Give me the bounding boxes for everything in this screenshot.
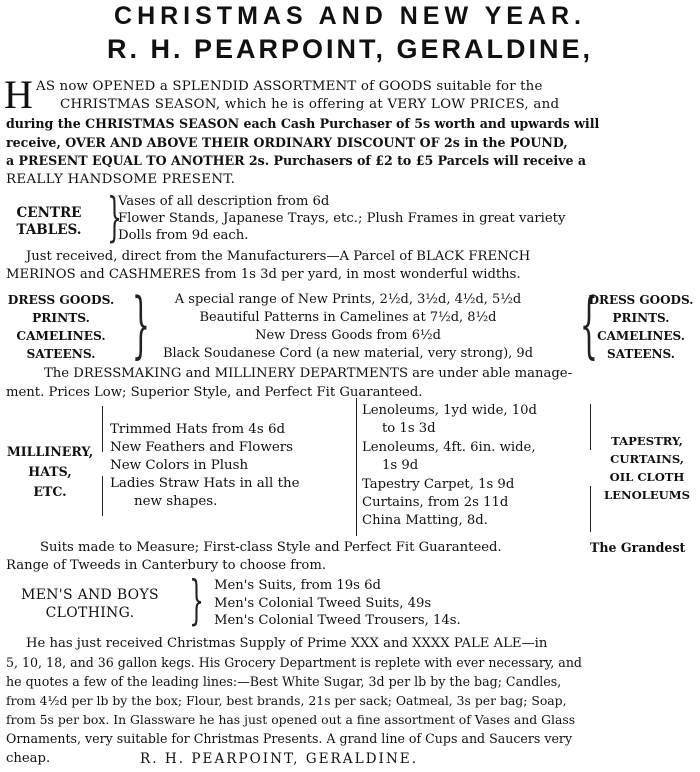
label-item: OIL CLOTH (609, 470, 685, 484)
list-item: Tapestry Carpet, 1s 9d (362, 476, 515, 492)
list-item: A special range of New Prints, 2½d, 3½d, 4½d, 5½d (174, 292, 522, 307)
list-item: New Feathers and Flowers (110, 440, 294, 455)
list-item: Dolls from 9d each. (118, 228, 249, 243)
list-item: Beautiful Patterns in Camelines at 7½d, 8½d (199, 310, 497, 325)
centre-tables-items (118, 193, 565, 244)
list-item: Trimmed Hats from 4s 6d (110, 422, 286, 437)
ale-line-1: He has just received Christmas Supply of Prime XXX and XXXX PALE ALE—in (26, 636, 548, 651)
brace-line (102, 476, 103, 516)
label-item: DRESS GOODS. (588, 293, 694, 307)
label-item: MILLINERY, (6, 444, 94, 459)
dressmaking-line-2: ment. Prices Low; Superior Style, and Perfect Fit Guaranteed. (6, 385, 423, 400)
ale-line-6: Ornaments, very suitable for Christmas Presents. A grand line of Cups and Saucers very (6, 731, 573, 746)
furnishing-labels (596, 432, 698, 504)
brace-line (590, 486, 591, 532)
label-item: PRINTS. (32, 311, 90, 325)
signature: R. H. PEARPOINT, GERALDINE. (140, 751, 419, 767)
label-item: LENOLEUMS (604, 488, 690, 502)
brace-line (590, 404, 591, 450)
centre-label-line: TABLES. (16, 222, 82, 238)
list-item: Ladies Straw Hats in all the (110, 476, 300, 491)
label-item: CURTAINS, (610, 452, 684, 466)
list-item: Black Soudanese Cord (a new material, very strong), 9d (162, 346, 534, 361)
list-item: New Colors in Plush (110, 458, 249, 473)
ale-line-2: 5, 10, 18, and 36 gallon kegs. His Grocery Department is replete with ever necessary, and (6, 655, 582, 670)
list-item: Men's Colonial Tweed Suits, 49s (214, 595, 432, 611)
intro-line-1: AS now OPENED a SPLENDID ASSORTMENT of GOODS suitable for the (36, 79, 543, 94)
ale-line-5: from 5s per box. In Glassware he has just opened out a fine assortment of Vases and Glass (6, 712, 576, 727)
mens-clothing-label (2, 586, 178, 622)
intro-line-5: a PRESENT EQUAL TO ANOTHER 2s. Purchasers of £2 to £5 Parcels will receive a (6, 153, 587, 168)
mens-clothing-items (214, 577, 461, 630)
list-item: 1s 9d (382, 458, 419, 474)
list-item: Lenoleums, 1yd wide, 10d (362, 403, 537, 418)
list-item: China Matting, 8d. (362, 513, 488, 529)
mens-label-line: MEN'S AND BOYS (21, 587, 159, 603)
list-item: Men's Colonial Tweed Trousers, 14s. (214, 613, 461, 628)
list-item: to 1s 3d (382, 421, 436, 437)
suits-line-1: Suits made to Measure; First-class Style and Perfect Fit Guaranteed. (40, 540, 502, 555)
furnishing-items (362, 402, 537, 531)
label-item: CAMELINES. (597, 329, 685, 343)
dress-goods-right-labels (584, 291, 698, 363)
list-item: new shapes. (134, 494, 218, 509)
list-item: Flower Stands, Japanese Trays, etc.; Plush Frames in great variety (118, 211, 566, 226)
label-item: CAMELINES. (16, 329, 106, 343)
intro-line-2: CHRISTMAS SEASON, which he is offering at VERY LOW PRICES, and (60, 97, 560, 112)
dress-goods-items (138, 291, 558, 363)
brace-icon: { (579, 282, 599, 366)
mens-label-line: CLOTHING. (45, 605, 135, 621)
list-item: Lenoleums, 4ft. 6in. wide, (362, 439, 536, 455)
millinery-labels (2, 442, 98, 502)
dressmaking-line-1: The DRESSMAKING and MILLINERY DEPARTMENTS are under able manage- (44, 366, 573, 381)
label-item: SATEENS. (26, 347, 96, 361)
millinery-items (110, 421, 300, 511)
label-item: SATEENS. (607, 347, 675, 361)
intro-line-6: REALLY HANDSOME PRESENT. (6, 172, 236, 187)
suits-line-1-tail: The Grandest (590, 540, 686, 555)
intro-line-3: during the CHRISTMAS SEASON each Cash Purchaser of 5s worth and upwards will (6, 116, 600, 131)
label-item: TAPESTRY, (611, 434, 683, 448)
brace-icon: } (189, 571, 204, 631)
ale-line-3: he quotes a few of the leading lines:—Best White Sugar, 3d per lb by the bag; Candles, (6, 674, 562, 689)
intro-line-4: receive, OVER AND ABOVE THEIR ORDINARY DISCOUNT OF 2s in the POUND, (6, 135, 568, 150)
drop-cap: H (4, 72, 33, 117)
merinos-line-1: Just received, direct from the Manufacturers—A Parcel of BLACK FRENCH (26, 249, 531, 264)
column-divider (356, 398, 357, 536)
ale-line-7: cheap. (6, 751, 51, 766)
list-item: Curtains, from 2s 11d (362, 495, 509, 511)
label-item: HATS, (28, 464, 72, 479)
brace-icon: } (107, 188, 122, 248)
ale-line-4: from 4½d per lb by the box; Flour, best brands, 21s per sack; Oatmeal, 3s per bag; Soap, (6, 693, 567, 708)
merchant-name: R. H. PEARPOINT, GERALDINE, (106, 34, 594, 64)
brace-icon: } (131, 282, 151, 366)
centre-tables-label (3, 205, 95, 239)
dress-goods-left-labels (2, 291, 120, 363)
centre-label-line: CENTRE (16, 205, 82, 221)
list-item: New Dress Goods from 6½d (255, 328, 441, 343)
brace-line (102, 406, 103, 452)
label-item: PRINTS. (612, 311, 670, 325)
list-item: Men's Suits, from 19s 6d (214, 578, 381, 593)
list-item: Vases of all description from 6d (118, 194, 330, 209)
label-item: ETC. (33, 484, 67, 499)
merinos-line-2: MERINOS and CASHMERES from 1s 3d per yard, in most wonderful widths. (6, 267, 521, 282)
ad-title: CHRISTMAS AND NEW YEAR. (114, 2, 586, 30)
label-item: DRESS GOODS. (7, 293, 115, 307)
suits-line-2: Range of Tweeds in Canterbury to choose from. (6, 558, 327, 573)
